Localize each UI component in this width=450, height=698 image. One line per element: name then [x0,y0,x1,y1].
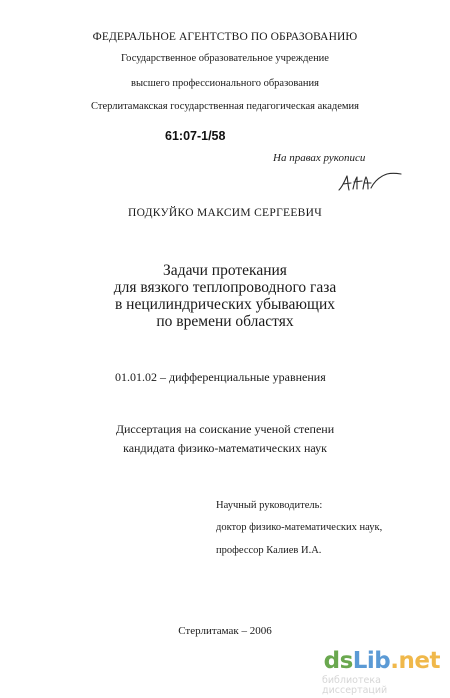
supervisor-name: профессор Калиев И.А. [216,545,322,556]
institution-line-1: Государственное образовательное учреждение [121,53,329,64]
logo-part-s: s [339,648,353,674]
rights-note: На правах рукописи [273,152,366,164]
logo-part-d: d [323,648,340,674]
author-name: ПОДКУЙКО МАКСИМ СЕРГЕЕВИЧ [127,207,323,219]
logo-part-net: .net [390,648,440,674]
title-line-1: Задачи протекания [163,262,287,279]
specialty-code: 01.01.02 – дифференциальные уравнения [115,370,326,384]
catalog-code: 61:07-1/58 [165,129,226,143]
supervisor-label: Научный руководитель: [216,500,323,511]
dissertation-line-2: кандидата физико-математических наук [123,441,327,455]
watermark-subtitle: библиотека диссертаций [322,675,388,696]
title-line-2: для вязкого теплопроводного газа [113,279,337,296]
dslib-watermark [322,648,440,696]
signature-image [335,168,405,198]
institution-line-3: Стерлитамакская государственная педагогическая академия [91,101,359,112]
city-year: Стерлитамак – 2006 [178,625,272,637]
supervisor-degree: доктор физико-математических наук, [216,522,383,533]
dissertation-line-1: Диссертация на соискание ученой степени [115,422,335,436]
title-line-3: в нецилиндрических убывающих [114,296,335,313]
title-line-4: по времени областях [156,313,294,330]
watermark-logo [324,650,440,673]
institution-line-2: высшего профессионального образования [131,78,319,89]
agency-heading: ФЕДЕРАЛЬНОЕ АГЕНТСТВО ПО ОБРАЗОВАНИЮ [92,31,358,43]
logo-part-lib: Lib [352,648,391,674]
